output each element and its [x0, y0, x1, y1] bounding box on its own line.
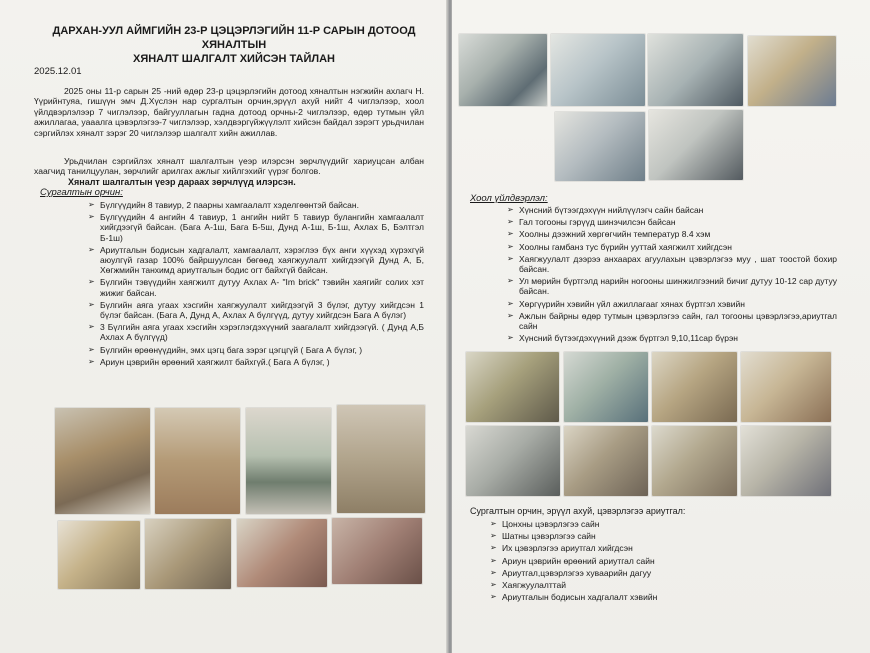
list-item: ➢ Ажлын байрны өдөр тутмын цэвэрлэгээ сайн, гал тогооны цэвэрлэгээ,ариутгал сайн — [507, 311, 837, 331]
list-item: ➢ Бүлгийн өрөөнүүдийн, эмх цэгц бага зэрэг цэгцгүй ( Бага А бүлэг, ) — [88, 345, 424, 355]
photo-towel-hooks — [337, 405, 425, 513]
list-item: ➢ Хүнсний бүтээгдэхүүн нийлүүлэгч сайн байсан — [507, 205, 837, 215]
list-item: ➢ Ариун цэврийн өрөөний ариутгал сайн — [490, 556, 820, 566]
list-item: ➢ Хүнсний бүтээгдэхүүний дээж бүртгэл 9,10,11сар бүрэн — [507, 333, 837, 343]
list-item: ➢ Бүлгийн аяга угаах хэсгийн хаягжуулалт хийгдээгүй 3 бүлэг, дутуу хийгдсэн 1 бүлэг байсан. (Бага А, Дунд А, Ахлах А бүлгүүд, дутуу хийгдсэн Бага А бүлэг) — [88, 300, 424, 320]
photo-kitchen-counter — [649, 110, 743, 180]
list-item: ➢ Ариутгалын бодисын хадгалалт хэвийн — [490, 592, 820, 602]
list-item: ➢ 3 Бүлгийн аяга угаах хэсгийн хэрэглэгдэхүүний заагалалт хийгдээгүй. ( Дунд А,Б Ахлах А бүлгүүд) — [88, 322, 424, 342]
photo-sink-area — [652, 426, 737, 496]
photo-corridor — [741, 352, 831, 422]
list-item: ➢ Хөргүүрийн хэвийн үйл ажиллагааг хянах бүртгэл хэвийн — [507, 299, 837, 309]
photo-towel-rack — [246, 408, 331, 514]
title-line-1: ДАРХАН-УУЛ АЙМГИЙН 23-Р ЦЭЦЭРЛЭГИЙН 11-Р САРЫН ДОТООД ХЯНАЛТЫН — [52, 25, 416, 51]
list-item: ➢ Шатны цэвэрлэгээ сайн — [490, 531, 820, 541]
list-item: ➢ Цонхны цэвэрлэгээ сайн — [490, 519, 820, 529]
photo-office — [741, 426, 831, 496]
second-paragraph: Урьдчилан сэргийлэх хяналт шалгалтын үеэр илэрсэн зөрчлүүдийг хариуцсан албан хаагчид танилцуулан, зөрчлийг арилгах ажлыг хийлгэхийг үүрэг болгов. — [34, 156, 424, 177]
report-title — [34, 24, 434, 66]
list-item: ➢ Ул мөрийн бүртгэлд нарийн ногооны шинжилгээний бичиг дутуу 10-12 сар дутуу байсан. — [507, 276, 837, 296]
photo-boxes-storage — [652, 352, 737, 422]
list-item: ➢ Ариутгал,цэвэрлэгээ хуваарийн дагуу — [490, 568, 820, 578]
findings-heading: Хяналт шалгалтын үеэр дараах зөрчлүүд илэрсэн. — [68, 177, 296, 187]
photo-hall-staff — [466, 352, 559, 422]
photo-kitchen-shelves — [459, 34, 547, 106]
report-date: 2025.12.01 — [34, 66, 82, 77]
list-item: ➢ Гал тогооны гэрүүд шинэчилсэн байсан — [507, 217, 837, 227]
photo-coat-hooks — [55, 408, 150, 514]
food-production-bullet-list — [507, 205, 837, 345]
photo-bathroom-staff — [564, 426, 648, 496]
list-item: ➢ Бүлгүүдийн 8 тавиур, 2 паарны хамгаалалт хэделгөөнтэй байсан. — [88, 200, 424, 210]
list-item: ➢ Ариутгалын бодисын хадгалалт, хамгаалалт, хэрэглээ бүх анги хүүхэд хүрэхгүй аюулгүй газар 100% байршуулсан бөгөөд хаягжуулалт хийгдээгүй Дунд А, Б, Хөгжмийн танхимд ариутгалын бодис огт байхгүй байсан. — [88, 245, 424, 276]
photo-laundry — [564, 352, 648, 422]
photo-kitchen-cleaning — [555, 112, 645, 181]
photo-storage-room — [748, 36, 836, 106]
intro-paragraph: 2025 оны 11-р сарын 25 -ний өдөр 23-р цэцэрлэгийн дотоод хяналтын нэгжийн ахлагч Н. Үүрийнтуяа, гишүүн эмч Д.Хүслэн нар сургалтын орчин,эрүүл ахуй нийт 4 чиглэлээр, хоол үйлдвэрлэлээр 7 чиглэлээр, байгууллагын гадна дотоод орчны-2 чиглэлээр, өдөр тутмын үйл ажиллагаа, уааалга цэвэрлэгээ-7 чиглэлээр, хэлдвэргүйжүүлэлт хийсэн байдал зэрэгт урьдчилан сэргийлэх хяналт зэрэг 20 чиглэлээр шалгалт хийн ажиллав. — [34, 86, 424, 138]
photo-classroom-1 — [58, 521, 140, 589]
photo-classroom-2 — [145, 519, 231, 589]
photo-kitchen-worker — [648, 34, 743, 106]
photo-playroom — [332, 518, 422, 584]
section-label-food-production: Хоол үйлдвэрлэл: — [470, 193, 548, 204]
list-item: ➢ Ариун цэврийн өрөөний хаягжилт байхгүй.( Бага А бүлэг, ) — [88, 357, 424, 367]
list-item: ➢ Хаягжуулалттай — [490, 580, 820, 590]
list-item: ➢ Бүлгүүдийн 4 ангийн 4 тавиур, 1 ангийн нийт 5 тавиур булангийн хамгаалалт хийгдээгүй байсан. (Бага А-1ш, Бага Б-5ш, Дунд А-1ш, Б-1ш, Ахлах Б, Бэлтгэл Б-1ш) — [88, 212, 424, 243]
learning-env-bullet-list — [88, 200, 424, 369]
photo-washroom — [466, 426, 560, 496]
hygiene-bullet-list — [490, 519, 820, 604]
list-item: ➢ Хоолны дээжний хөргөгчийн температур 8.4 хэм — [507, 229, 837, 239]
document-page-right — [452, 0, 870, 653]
section-label-learning-env: Сургалтын орчин: — [40, 187, 123, 198]
photo-hallway-door — [155, 408, 240, 514]
list-item: ➢ Хаягжуулалт дээрээ анхаарах агуулахын цэвэрлэгээ муу , шат тоостой бохир байсан. — [507, 254, 837, 274]
list-item: ➢ Хоолны гамбанз тус бүрийн ууттай хаягжилт хийгдсэн — [507, 242, 837, 252]
title-line-2: ХЯНАЛТ ШАЛГАЛТ ХИЙСЭН ТАЙЛАН — [133, 53, 335, 65]
section-label-hygiene: Сургалтын орчин, эрүүл ахуй, цэвэрлэгээ ариутгал: — [470, 506, 686, 516]
list-item: ➢ Бүлгийн тэвүүдийн хаягжилт дутуу Ахлах А- "Im brick" тэвийн хаягийг солих хэт жижиг байсан. — [88, 277, 424, 297]
photo-kitchen-sink — [551, 34, 645, 106]
photo-teacher-room — [237, 519, 327, 587]
list-item: ➢ Их цэвэрлэгээ ариутгал хийгдсэн — [490, 543, 820, 553]
